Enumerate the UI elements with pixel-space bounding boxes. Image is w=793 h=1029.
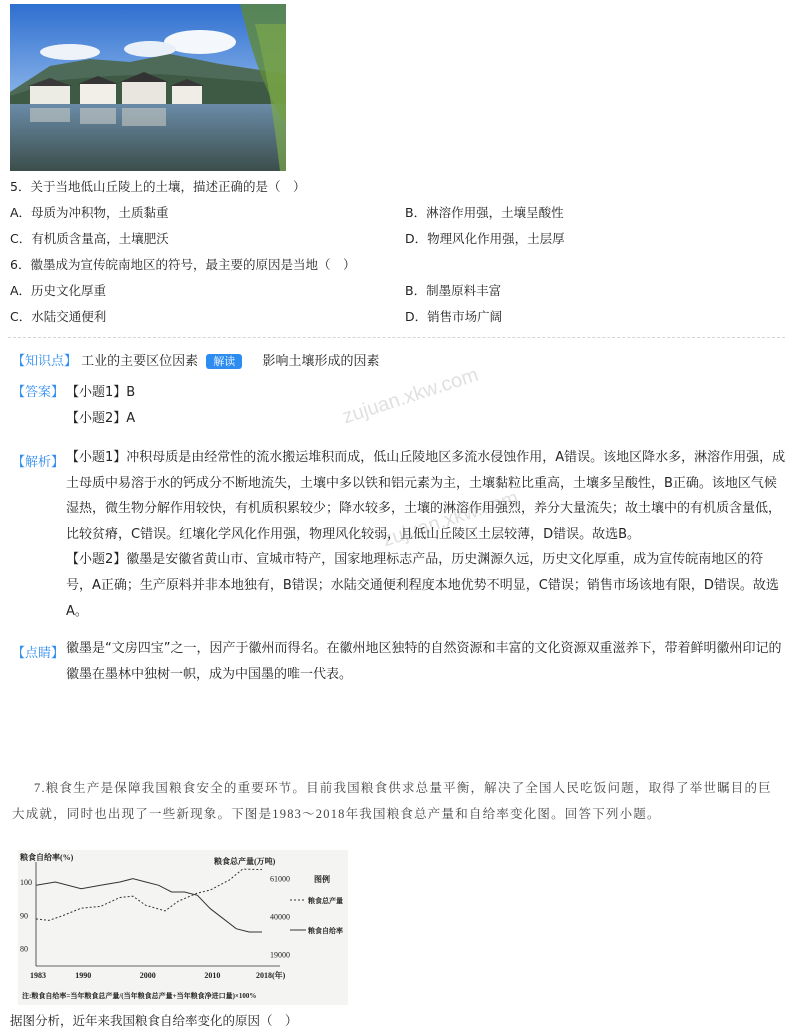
interpret-badge[interactable]: 解读 [206, 354, 242, 369]
analysis-body [66, 445, 786, 624]
knowledge-point-row [12, 350, 379, 369]
right-tick-label: 61000 [270, 874, 290, 884]
comment-line: 徽墨是“文房四宝”之一，因产于徽州而得名。在徽州地区独特的自然资源和丰富的文化资源双重滋养下，带着鲜明徽州印记的 [66, 641, 782, 656]
x-tick-label: 1983 [30, 971, 46, 980]
q6-option-d: D．销售市场广阔 [405, 309, 503, 324]
analysis-line: 湿热，微生物分解作用较快，有机质积累较少；降水较多，土壤的淋溶作用强烈，养分大量流失；故土壤中的有机质含量低， [66, 501, 782, 517]
question-6-stem: 6．徽墨成为宣传皖南地区的符号，最主要的原因是当地（ ） [10, 257, 356, 272]
left-axis-label: 粮食自给率(%) [20, 853, 74, 862]
right-tick-label: 19000 [270, 950, 290, 960]
chart-background [18, 850, 348, 1005]
left-tick-label: 100 [20, 878, 32, 887]
analysis-line: 土母质中易溶于水的钙成分不断地流失，土壤中多以铁和铝元素为主，土壤黏粒比重高，土壤多呈酸性，B正确。该地区气候 [66, 475, 777, 491]
right-axis-label: 粮食总产量(万吨) [214, 857, 276, 866]
watermark: zujuan.xkw.com [339, 363, 481, 429]
x-tick-label: 1990 [75, 971, 92, 980]
analysis-line: 【小题1】冲积母质是由经常性的流水搬运堆积而成，低山丘陵地区多流水侵蚀作用，A错误。该地区降水多，淋溶作用强，成 [66, 450, 786, 465]
q6-option-c: C．水陆交通便利 [10, 309, 107, 324]
q5-option-d: D．物理风化作用强，土层厚 [405, 231, 565, 246]
comment-line: 徽墨在墨林中独树一帜，成为中国墨的唯一代表。 [66, 666, 353, 682]
q5-option-b: B．淋溶作用强，土壤呈酸性 [405, 205, 564, 220]
watermark: zujuan.xkw.com [379, 486, 521, 552]
section-divider [8, 337, 785, 338]
left-tick-label: 90 [20, 911, 28, 921]
answer-line-2: 【小题2】A [66, 411, 136, 426]
analysis-line: A。 [66, 603, 88, 619]
sub-question: 据图分析，近年来我国粮食自给率变化的原因（ ） [10, 1013, 298, 1028]
knowledge-point-1[interactable]: 工业的主要区位因素 [81, 354, 199, 369]
x-tick-label: 2018(年) [256, 971, 286, 980]
knowledge-point-2[interactable]: 影响土壤形成的因素 [262, 354, 380, 369]
comment-tag: 【点睛】 [12, 646, 65, 661]
grain-chart [18, 850, 348, 1005]
analysis-line: 【小题2】徽墨是安徽省黄山市、宣城市特产，国家地理标志产品，历史渊源久远，历史文化厚重，成为宣传皖南地区的符 [66, 552, 764, 568]
question-7-line-1: 7.粮食生产是保障我国粮食安全的重要环节。目前我国粮食供求总量平衡，解决了全国人民吃饭问题，取得了举世瞩目的巨 [34, 781, 772, 795]
q5-option-a: A．母质为冲积物，土质黏重 [10, 205, 169, 220]
analysis-tag: 【解析】 [12, 455, 65, 470]
x-tick-label: 2000 [139, 971, 156, 980]
comment-body [66, 636, 786, 687]
chart-footnote: 注:粮食自给率=当年粮食总产量/(当年粮食总产量+当年粮食净进口量)×100% [22, 992, 257, 1000]
x-tick-label: 2010 [204, 971, 221, 980]
q5-option-c: C．有机质含量高，土壤肥沃 [10, 231, 169, 246]
knowledge-point-tag: 【知识点】 [12, 354, 78, 369]
q6-option-a: A．历史文化厚重 [10, 283, 107, 298]
left-tick-label: 80 [20, 944, 28, 954]
landscape-photo [10, 4, 286, 171]
answer-tag: 【答案】 [12, 385, 65, 400]
analysis-line: 号，A正确；生产原料并非本地独有，B错误；水陆交通便利程度本地优势不明显，C错误；销售市场该地有限，D错误。故选 [66, 577, 779, 593]
answer-line-1: 【小题1】B [66, 385, 136, 400]
question-7-line-2: 大成就，同时也出现了一些新现象。下图是1983～2018年我国粮食总产量和自给率变化图。回答下列小题。 [12, 807, 661, 821]
right-tick-label: 40000 [270, 912, 290, 922]
question-5-stem: 5．关于当地低山丘陵上的土壤，描述正确的是（ ） [10, 179, 306, 194]
analysis-line: 比较贫瘠，C错误。红壤化学风化作用强，物理风化较弱，且低山丘陵区土层较薄，D错误。故选B。 [66, 526, 641, 542]
grain-chart-svg [18, 850, 348, 1005]
legend-title: 图例 [314, 875, 330, 884]
legend-label-rate: 粮食自给率 [308, 927, 343, 935]
q6-option-b: B．制墨原料丰富 [405, 283, 502, 298]
legend-label-total: 粮食总产量 [308, 897, 343, 905]
